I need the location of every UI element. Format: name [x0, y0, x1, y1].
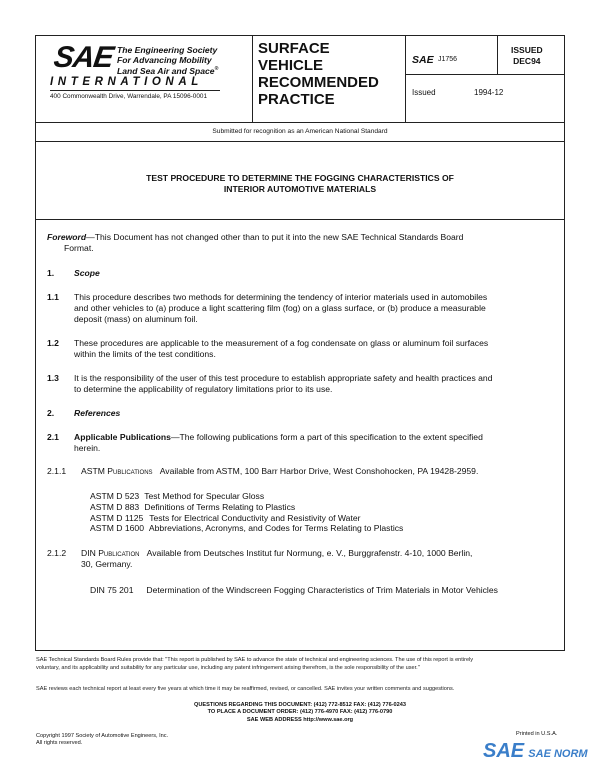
paragraph-dash: — — [170, 432, 180, 442]
reference-item — [90, 502, 550, 513]
standard-logo: SAE — [412, 54, 434, 66]
paragraph-2-1-1 — [81, 466, 556, 477]
copyright — [36, 733, 168, 748]
header-divider-v3 — [497, 36, 498, 74]
section-number: 2.1 — [47, 432, 59, 442]
reference-code: DIN 75 201 — [90, 585, 134, 595]
title-divider — [36, 219, 564, 220]
foreword-line — [47, 232, 552, 243]
paragraph-text: The following publications form a part of this specification to the extent specified — [179, 432, 483, 442]
reference-code: ASTM D 523 — [90, 491, 140, 501]
order-line: TO PLACE A DOCUMENT ORDER: (412) 776-4970 FAX: (412) 776-0790 — [207, 709, 393, 716]
issued-heading-line: ISSUED — [511, 45, 543, 55]
foreword-line: Format. — [64, 242, 94, 253]
reference-desc: Tests for Electrical Conductivity and Resistivity of Water — [149, 512, 361, 523]
submitted-note: Submitted for recognition as an American National Standard — [212, 128, 388, 135]
publication-org: DIN Publication — [81, 548, 140, 558]
paragraph-line: This procedure describes two methods for determining the tendency of interior materials used in automobiles — [74, 292, 488, 302]
header-divider-h3 — [36, 141, 564, 142]
paragraph-line: to determine the applicability of regulatory limitations prior to its use. — [74, 383, 333, 394]
society-line-text: Land Sea Air and Space — [117, 66, 215, 77]
publication-org: ASTM Publications — [81, 466, 153, 476]
watermark-logo: SAE — [483, 740, 525, 762]
issued-heading — [511, 45, 543, 67]
standard-number: J1756 — [438, 56, 458, 63]
paragraph-1-1 — [74, 292, 554, 324]
title-line: INTERIOR AUTOMOTIVE MATERIALS — [223, 184, 377, 194]
society-tagline — [117, 46, 218, 77]
reference-desc: Test Method for Specular Gloss — [144, 491, 265, 501]
tsb-rules-note — [36, 657, 566, 672]
paragraph-line — [74, 432, 554, 443]
issued-date: 1994-12 — [474, 88, 504, 97]
reference-item — [90, 491, 550, 502]
footer-line: SAE Technical Standards Board Rules provide that: "This report is published by SAE to advance the state of technical and engineering sciences. The use of this report is entirely — [36, 657, 474, 663]
paragraph-line: and other vehicles to (a) produce a light scattering film (fog) on a glass surface, or (b) produce a measurable — [74, 302, 486, 313]
reference-item — [90, 513, 550, 524]
paragraph-line: deposit (mass) on aluminum foil. — [74, 313, 198, 324]
copyright-line: All rights reserved. — [36, 740, 83, 747]
publication-source: Available from ASTM, 100 Barr Harbor Drive, West Conshohocken, PA 19428-2959. — [159, 466, 479, 476]
international-wordmark: INTERNATIONAL — [50, 76, 203, 88]
registered-mark: ® — [214, 66, 219, 73]
paragraph-line: It is the responsibility of the user of this test procedure to establish appropriate safety and health practices and — [74, 373, 493, 383]
header-divider-h1 — [406, 74, 564, 75]
review-note: SAE reviews each technical report at least every five years at which time it may be reaffirmed, revised, or cancelled. SAE invites your written comments and suggestions. — [36, 686, 455, 692]
header-divider-h2 — [36, 122, 564, 123]
section-title-scope: Scope — [74, 268, 100, 278]
section-number: 1.2 — [47, 338, 59, 348]
society-line: The Engineering Society — [117, 45, 218, 55]
astm-reference-list — [90, 491, 550, 534]
publication-source: Available from Deutsches Institut fur Normung, e. V., Burggrafenstr. 4-10, 1000 Berlin, — [146, 548, 473, 558]
paragraph-heading: Applicable Publications — [74, 432, 171, 442]
section-number: 1. — [47, 268, 55, 278]
section-number: 1.1 — [47, 292, 59, 302]
international-underline — [50, 90, 220, 91]
reference-desc: Abbreviations, Acronyms, and Codes for Terms Relating to Plastics — [148, 523, 404, 534]
header-divider-v1 — [252, 36, 253, 122]
foreword — [47, 232, 552, 254]
questions-line: QUESTIONS REGARDING THIS DOCUMENT: (412) 772-8512 FAX: (412) 776-0243 — [193, 702, 406, 708]
reference-item — [90, 585, 555, 596]
reference-code: ASTM D 1600 — [90, 523, 144, 534]
header-divider-v2 — [405, 36, 406, 122]
paragraph-line: 30, Germany. — [81, 558, 133, 569]
section-title-references: References — [74, 408, 121, 418]
reference-item — [90, 523, 550, 534]
contact-block — [35, 702, 565, 724]
society-line: For Advancing Mobility — [117, 54, 212, 65]
issued-label: Issued — [412, 88, 436, 97]
paragraph-line — [81, 548, 556, 559]
document-title — [35, 173, 565, 195]
watermark-text: SAE NORM — [528, 748, 588, 760]
paragraph-1-3 — [74, 373, 554, 395]
section-number: 2.1.1 — [47, 466, 67, 476]
paragraph-line: These procedures are applicable to the measurement of a fog condensate on glass or aluminum foil surfaces — [74, 338, 489, 348]
footer-line: voluntary, and its applicability and suitability for any particular use, including any patent infringement arising therefrom, is the sole responsibility of the user." — [36, 664, 420, 671]
copyright-line: Copyright 1997 Society of Automotive Engineers, Inc. — [36, 733, 169, 739]
paragraph-line: herein. — [74, 442, 101, 453]
foreword-label: Foreword — [47, 232, 87, 242]
address: 400 Commonwealth Drive, Warrendale, PA 15096-0001 — [50, 93, 208, 100]
document-type-line: SURFACE — [258, 40, 330, 57]
sae-norm-watermark — [483, 740, 588, 763]
section-number: 2. — [47, 408, 55, 418]
reference-desc: Definitions of Terms Relating to Plastics — [144, 501, 296, 512]
society-line — [117, 65, 218, 76]
web-address[interactable]: SAE WEB ADDRESS http://www.sae.org — [246, 716, 354, 723]
foreword-dash: — — [86, 232, 95, 242]
printed-note: Printed in U.S.A. — [516, 731, 558, 737]
sae-logo: SAE — [51, 41, 116, 74]
document-type-line: VEHICLE — [258, 57, 324, 74]
paragraph-1-2 — [74, 338, 554, 360]
document-type-line: PRACTICE — [258, 91, 335, 108]
din-reference-list — [90, 585, 555, 596]
document-type-line: RECOMMENDED — [258, 74, 379, 91]
reference-code: ASTM D 883 — [90, 501, 140, 512]
paragraph-line: within the limits of the test conditions. — [74, 348, 216, 359]
web-line — [35, 717, 565, 724]
foreword-text: This Document has not changed other than to put it into the new SAE Technical Standards Board — [94, 232, 464, 242]
issued-heading-line: DEC94 — [513, 56, 541, 66]
title-line: TEST PROCEDURE TO DETERMINE THE FOGGING CHARACTERISTICS OF — [146, 173, 454, 183]
document-type — [258, 40, 379, 108]
section-number: 2.1.2 — [47, 548, 67, 558]
reference-code: ASTM D 1125 — [90, 512, 144, 523]
paragraph-2-1 — [74, 432, 554, 454]
reference-desc: Determination of the Windscreen Fogging Characteristics of Trim Materials in Motor Vehicles — [146, 585, 498, 595]
section-number: 1.3 — [47, 373, 59, 383]
paragraph-2-1-2 — [81, 548, 556, 570]
